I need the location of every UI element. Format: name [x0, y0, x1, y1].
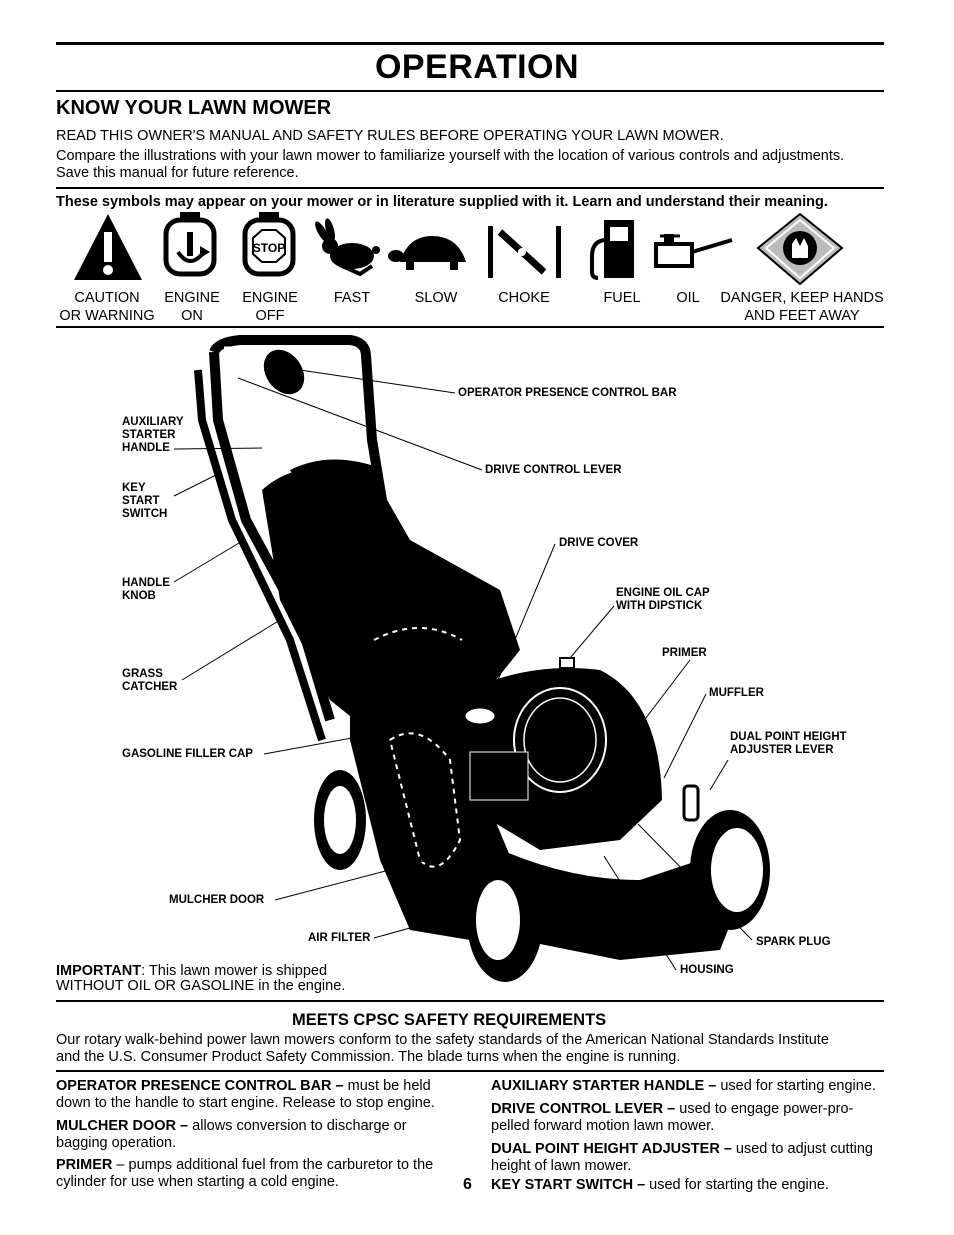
- symbol-label-caution: CAUTION OR WARNING: [59, 290, 155, 324]
- intro-text-line1: Compare the illustrations with your lawn mower to familiarize yourself with the location of various controls and adjustments.: [56, 148, 845, 164]
- callout-primer: PRIMER: [662, 647, 707, 659]
- symbol-label-fuel: FUEL: [603, 290, 641, 306]
- desc-operator-presence: OPERATOR PRESENCE CONTROL BAR – must be held down to the handle to start engine. Release to stop engine.: [56, 1078, 435, 1111]
- caution-icon: [74, 214, 142, 280]
- callout-operator-presence-control-bar: OPERATOR PRESENCE CONTROL BAR: [458, 387, 677, 399]
- fuel-pump-icon: [592, 220, 634, 278]
- desc-auxiliary-starter: AUXILIARY STARTER HANDLE – used for starting engine.: [491, 1078, 876, 1094]
- symbol-label-slow: SLOW: [414, 290, 458, 306]
- desc-key-start-switch: KEY START SWITCH – used for starting the engine.: [491, 1177, 829, 1193]
- callout-drive-control-lever: DRIVE CONTROL LEVER: [485, 464, 622, 476]
- callout-engine-oil-cap: ENGINE OIL CAP WITH DIPSTICK: [616, 587, 710, 612]
- keep-hands-away-icon: [758, 214, 842, 284]
- callout-spark-plug: SPARK PLUG: [756, 936, 831, 948]
- oil-can-icon: [656, 234, 732, 266]
- stop-sign-text: STOP: [252, 241, 286, 255]
- callout-grass-catcher: GRASS CATCHER: [122, 668, 178, 693]
- page-number: 6: [463, 1176, 472, 1193]
- cpsc-text-line2: and the U.S. Consumer Product Safety Commission. The blade turns when the engine is running.: [56, 1049, 681, 1065]
- cpsc-heading: MEETS CPSC SAFETY REQUIREMENTS: [292, 1011, 607, 1029]
- callout-dual-point-height: DUAL POINT HEIGHT ADJUSTER LEVER: [730, 731, 847, 756]
- symbol-label-oil: OIL: [676, 290, 700, 306]
- symbols-bottom-rule: [56, 326, 884, 328]
- choke-icon: [488, 226, 561, 278]
- intro-caps: READ THIS OWNER'S MANUAL AND SAFETY RULES BEFORE OPERATING YOUR LAWN MOWER.: [56, 128, 724, 144]
- symbol-label-fast: FAST: [333, 290, 371, 306]
- cpsc-bottom-rule: [56, 1070, 884, 1072]
- section-title: KNOW YOUR LAWN MOWER: [56, 97, 332, 119]
- symbol-label-choke: CHOKE: [498, 290, 550, 306]
- intro-text-line2: Save this manual for future reference.: [56, 165, 299, 181]
- callout-handle-knob: HANDLE KNOB: [122, 577, 170, 602]
- callout-auxiliary-starter-handle: AUXILIARY STARTER HANDLE: [122, 416, 184, 454]
- callout-key-start-switch: KEY START SWITCH: [122, 482, 168, 520]
- cpsc-top-rule: [56, 1000, 884, 1002]
- callout-mulcher-door: MULCHER DOOR: [169, 894, 265, 906]
- page-title: OPERATION: [374, 48, 580, 86]
- symbols-top-rule: [56, 187, 884, 189]
- symbol-icons: [0, 210, 954, 288]
- symbol-label-danger: DANGER, KEEP HANDS AND FEET AWAY: [720, 290, 884, 324]
- desc-dual-point-height: DUAL POINT HEIGHT ADJUSTER – used to adjust cutting height of lawn mower.: [491, 1141, 873, 1174]
- symbols-heading: These symbols may appear on your mower or in literature supplied with it. Learn and understand their meaning.: [56, 194, 828, 210]
- engine-off-icon: [245, 212, 293, 274]
- title-rule: [56, 90, 884, 92]
- important-note: IMPORTANT: This lawn mower is shipped WITHOUT OIL OR GASOLINE in the engine.: [56, 963, 346, 994]
- cpsc-text-line1: Our rotary walk-behind power lawn mowers conform to the safety standards of the American National Standards Institute: [56, 1032, 829, 1048]
- rabbit-icon: [313, 217, 380, 274]
- callout-drive-cover: DRIVE COVER: [559, 537, 639, 549]
- desc-drive-control-lever: DRIVE CONTROL LEVER – used to engage power-pro- pelled forward motion lawn mower.: [491, 1101, 854, 1134]
- callout-gasoline-filler-cap: GASOLINE FILLER CAP: [122, 748, 253, 760]
- symbol-label-engine-off: ENGINE OFF: [242, 290, 298, 324]
- engine-on-icon: [166, 212, 214, 274]
- desc-mulcher-door: MULCHER DOOR – allows conversion to discharge or bagging operation.: [56, 1118, 407, 1151]
- desc-primer: PRIMER – pumps additional fuel from the carburetor to the cylinder for use when starting a cold engine.: [56, 1157, 434, 1190]
- top-rule: [56, 42, 884, 45]
- symbol-label-engine-on: ENGINE ON: [164, 290, 220, 324]
- turtle-icon: [388, 236, 466, 270]
- callout-air-filter: AIR FILTER: [308, 932, 371, 944]
- callout-housing: HOUSING: [680, 964, 734, 976]
- callout-muffler: MUFFLER: [709, 687, 764, 699]
